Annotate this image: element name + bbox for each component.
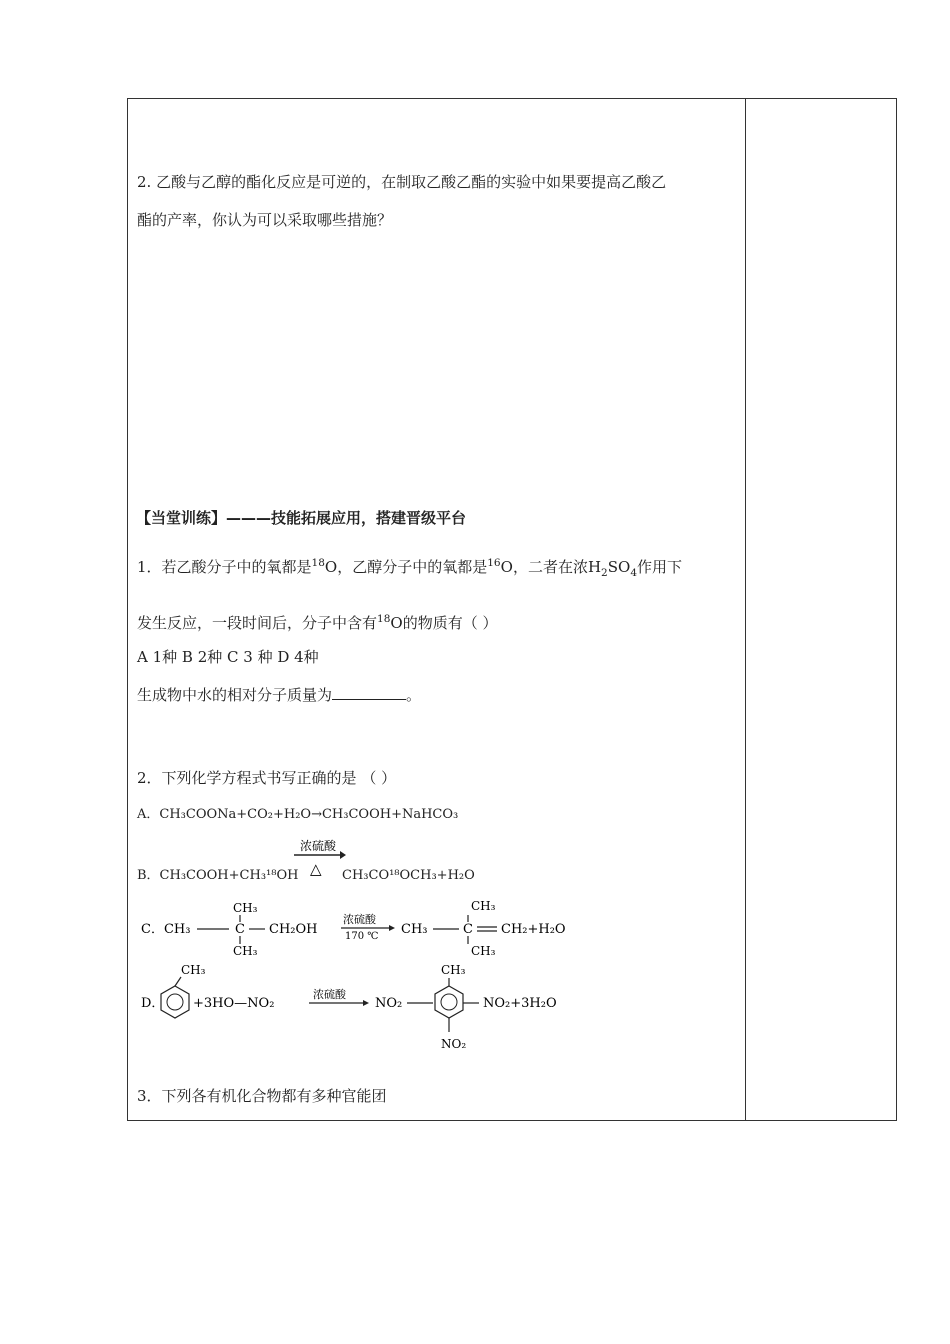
training-q1-options: A 1种 B 2种 C 3 种 D 4种 [137, 648, 319, 666]
option-c-carbon: C [235, 922, 245, 937]
option-c-ch3-bottom: CH₃ [233, 944, 258, 958]
column-divider [745, 98, 746, 1121]
answer-blank [332, 685, 406, 700]
option-d-product-ch3: CH₃ [441, 963, 466, 977]
option-c-ch3-top: CH₃ [233, 901, 258, 915]
option-c-ch2oh: CH₂OH [269, 922, 318, 937]
option-c-product-ch3: CH₃ [401, 922, 428, 937]
option-c-product-ch3-bottom: CH₃ [471, 944, 496, 958]
training-q3-stem: 3．下列各有机化合物都有多种官能团 [137, 1087, 387, 1105]
training-heading: 【当堂训练】———技能拓展应用，搭建晋级平台 [136, 509, 467, 527]
option-d-no2-right: NO₂+3H₂O [483, 996, 557, 1011]
training-q2-option-b-right: CH₃CO¹⁸OCH₃+H₂O [342, 868, 475, 883]
option-d-reagent: +3HO—NO₂ [193, 996, 275, 1011]
training-q1-line-3: 生成物中水的相对分子质量为 。 [137, 686, 422, 704]
option-b-condition: 浓硫酸 [300, 839, 337, 853]
option-c-condition-bottom: 170 ℃ [345, 931, 379, 942]
option-d-ch3: CH₃ [181, 963, 206, 977]
training-q1-line-2: 发生反应，一段时间后，分子中含有$^{18}$O的物质有（ ） [137, 613, 498, 632]
question-2-line-2: 酯的产率，你认为可以采取哪些措施？ [137, 211, 393, 229]
training-q2-option-a: A．CH₃COONa+CO₂+H₂O→CH₃COOH+NaHCO₃ [137, 807, 459, 822]
option-c-product-tail: CH₂+H₂O [501, 922, 566, 937]
option-d-label: D． [141, 996, 165, 1011]
option-c-label: C．CH₃ [141, 922, 191, 937]
option-c-product-ch3-top: CH₃ [471, 899, 496, 913]
delta-icon: △ [310, 860, 322, 878]
option-c-structure [137, 898, 597, 960]
option-b-condition-arrow [290, 838, 348, 880]
training-q2-option-b-left: B．CH₃COOH+CH₃¹⁸OH [137, 868, 299, 883]
option-d-no2-left: NO₂ [375, 996, 403, 1011]
option-c-product-carbon: C [463, 922, 473, 937]
question-2-line-1: 2. 乙酸与乙醇的酯化反应是可逆的，在制取乙酸乙酯的实验中如果要提高乙酸乙 [137, 173, 667, 191]
training-q2-stem: 2．下列化学方程式书写正确的是 （ ） [137, 769, 397, 787]
product-ring-icon [435, 986, 463, 1018]
training-q1-line-1: 1．若乙酸分子中的氧都是$^{18}$O，乙醇分子中的氧都是$^{16}$O，二者在浓$H_2SO_4$作用下 [137, 557, 683, 579]
option-c-condition-top: 浓硫酸 [343, 913, 376, 926]
option-d-condition: 浓硫酸 [313, 988, 346, 1001]
option-d-no2-bottom: NO₂ [441, 1037, 467, 1051]
option-d-structure [137, 960, 597, 1056]
benzene-ring-icon [161, 986, 189, 1018]
